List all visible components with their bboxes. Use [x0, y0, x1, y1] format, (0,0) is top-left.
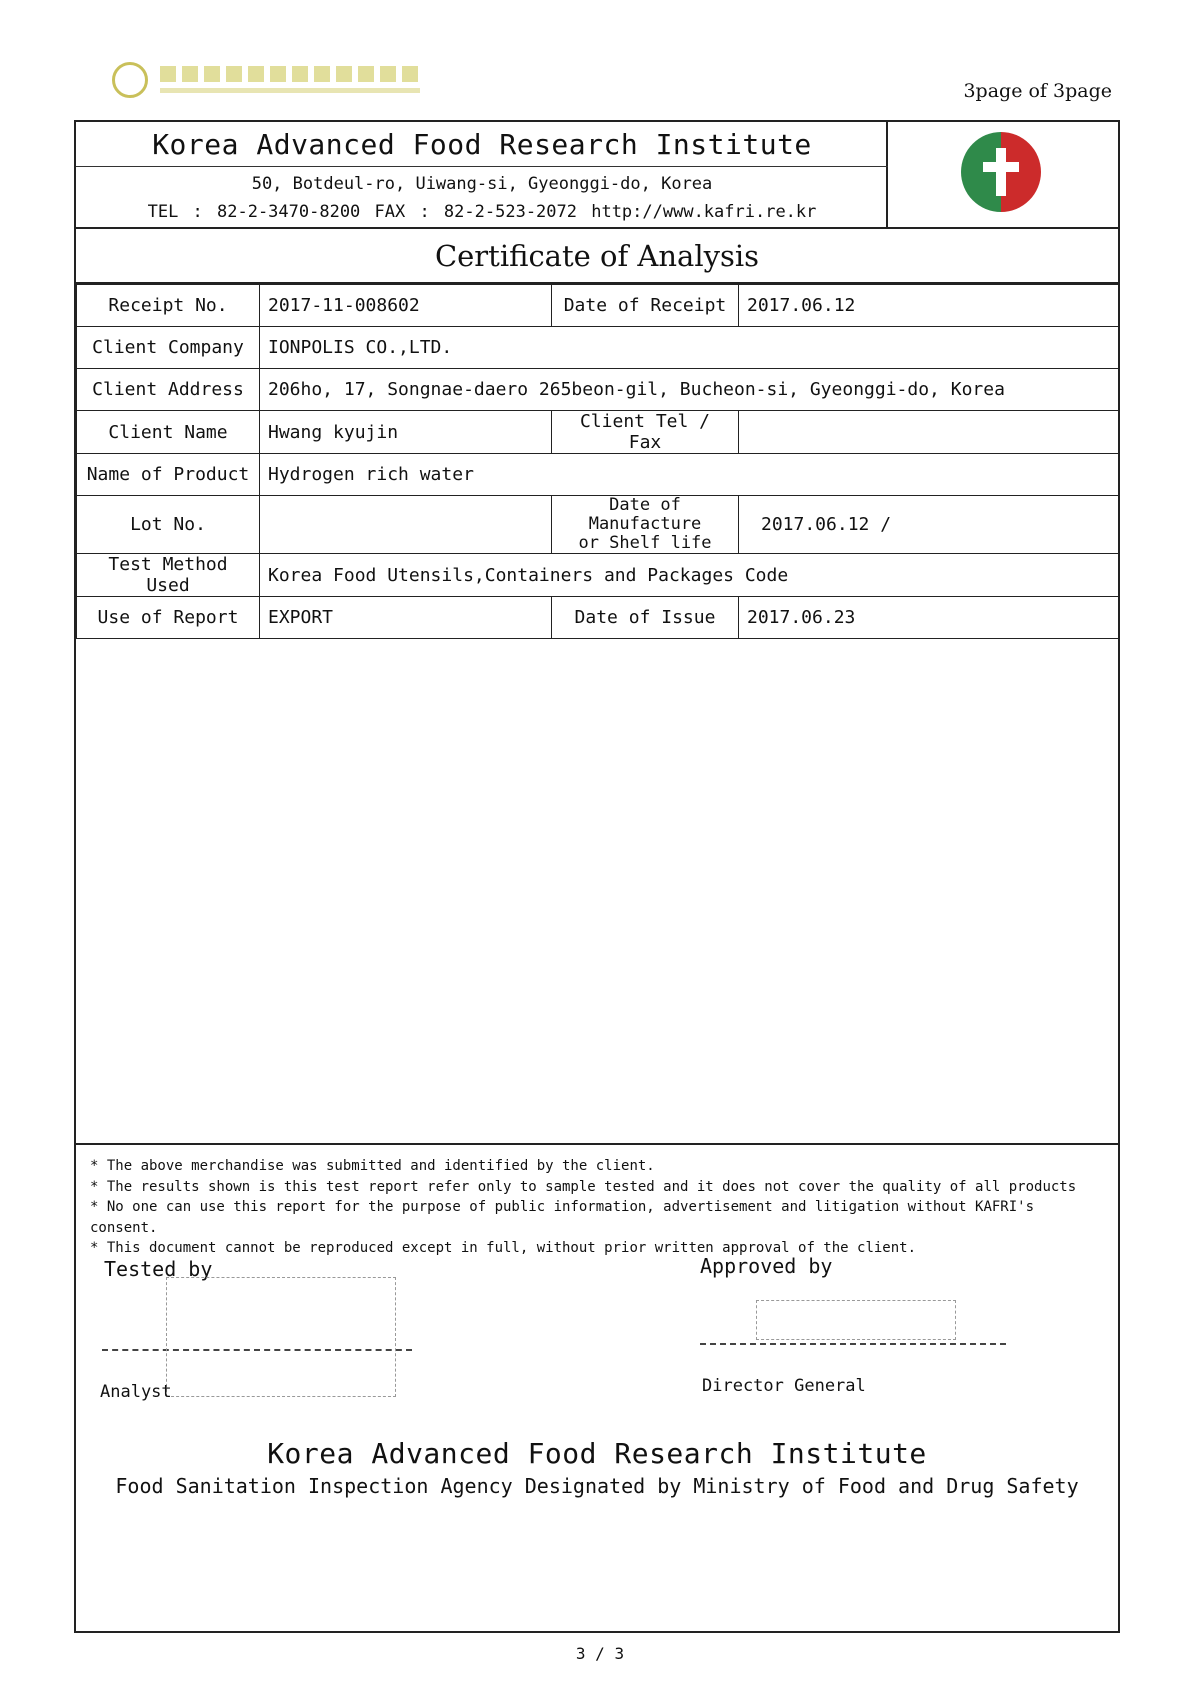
date-of-receipt-value: 2017.06.12 — [739, 285, 1119, 327]
certificate-frame — [74, 120, 1120, 1633]
client-address-value: 206ho, 17, Songnae-daero 265beon-gil, Bucheon-si, Gyeonggi-do, Korea — [260, 369, 1119, 411]
results-area — [76, 635, 1118, 1145]
client-tel-fax-value — [739, 411, 1119, 454]
client-company-label: Client Company — [77, 327, 260, 369]
product-name-value: Hydrogen rich water — [260, 454, 1119, 496]
note-item: * This document cannot be reproduced except in full, without prior written approval of the client. — [90, 1240, 917, 1256]
table-row — [77, 327, 1119, 369]
note-item: * No one can use this report for the purpose of public information, advertisement and litigation without KAFRI's consent. — [90, 1199, 1035, 1236]
institute-emblem-icon — [112, 62, 148, 98]
table-row — [77, 597, 1119, 639]
client-name-label: Client Name — [77, 411, 260, 454]
note-item: * The above merchandise was submitted and identified by the client. — [90, 1158, 655, 1174]
manufacture-date-value: 2017.06.12 / — [739, 496, 1119, 554]
table-row — [77, 454, 1119, 496]
notes-list — [90, 1156, 1100, 1259]
certificate-info-table — [76, 284, 1119, 639]
client-tel-fax-label: Client Tel / Fax — [552, 411, 739, 454]
table-row — [77, 369, 1119, 411]
date-of-receipt-label: Date of Receipt — [552, 285, 739, 327]
table-row — [77, 411, 1119, 454]
director-signature-line — [700, 1343, 1006, 1345]
approved-by-label: Approved by — [700, 1254, 833, 1278]
manufacture-date-label-line1: Date of Manufacture — [588, 495, 702, 534]
director-signature-placeholder — [756, 1300, 956, 1340]
institute-logo-icon — [961, 132, 1041, 212]
institute-wordmark-logo — [112, 60, 432, 100]
institute-header — [76, 122, 1118, 229]
footer-institute-name: Korea Advanced Food Research Institute — [267, 1437, 927, 1470]
product-name-label: Name of Product — [77, 454, 260, 496]
institute-contact: TEL : 82-2-3470-8200 FAX : 82-2-523-2072 http://www.kafri.re.kr — [147, 202, 817, 222]
page-counter: 3page of 3page — [963, 80, 1112, 102]
receipt-no-label: Receipt No. — [77, 285, 260, 327]
note-item: * The results shown is this test report refer only to sample tested and it does not cover the quality of all products — [90, 1178, 1077, 1195]
date-of-issue-label: Date of Issue — [552, 597, 739, 639]
client-address-label: Client Address — [77, 369, 260, 411]
use-of-report-value: EXPORT — [260, 597, 552, 639]
manufacture-date-label-line2: or Shelf life — [578, 533, 712, 553]
lot-no-value — [260, 496, 552, 554]
client-name-value: Hwang kyujin — [260, 411, 552, 454]
institute-address: 50, Botdeul-ro, Uiwang-si, Gyeonggi-do, Korea — [251, 174, 713, 194]
tested-by-label: Tested by — [104, 1257, 213, 1281]
director-general-label: Director General — [702, 1376, 866, 1396]
use-of-report-label: Use of Report — [77, 597, 260, 639]
table-row — [77, 554, 1119, 597]
client-company-value: IONPOLIS CO.,LTD. — [260, 327, 1119, 369]
page-number: 3 / 3 — [575, 1644, 625, 1663]
test-method-value: Korea Food Utensils,Containers and Packages Code — [260, 554, 1119, 597]
analyst-signature-placeholder — [166, 1277, 396, 1397]
analyst-label: Analyst — [100, 1382, 172, 1402]
document-title: Certificate of Analysis — [76, 229, 1118, 284]
footer-agency-designation: Food Sanitation Inspection Agency Designated by Ministry of Food and Drug Safety — [115, 1474, 1079, 1498]
table-row — [77, 285, 1119, 327]
date-of-issue-value: 2017.06.23 — [739, 597, 1119, 639]
receipt-no-value: 2017-11-008602 — [260, 285, 552, 327]
lot-no-label: Lot No. — [77, 496, 260, 554]
institute-name: Korea Advanced Food Research Institute — [152, 128, 812, 161]
test-method-label: Test Method Used — [77, 554, 260, 597]
table-row — [77, 496, 1119, 554]
manufacture-date-label — [552, 496, 739, 554]
